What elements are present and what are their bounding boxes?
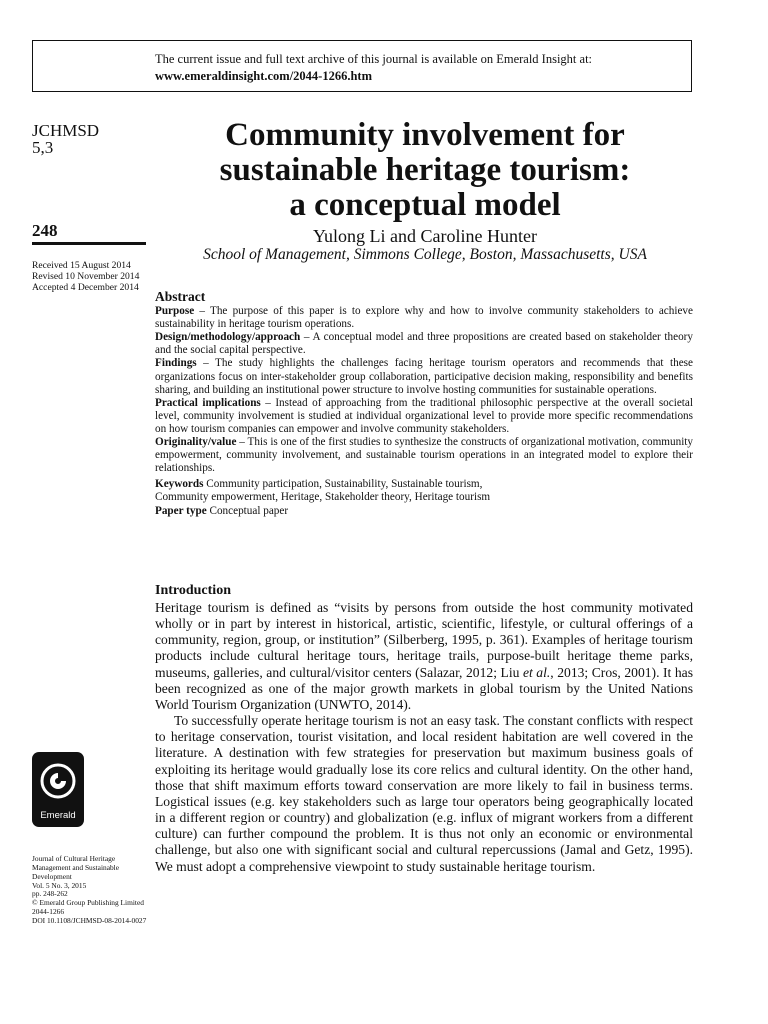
abstract-findings: [155, 357, 693, 396]
journal-volume: Vol. 5 No. 3, 2015: [32, 880, 87, 890]
findings-label: Findings: [155, 357, 197, 370]
emerald-logo: [32, 752, 84, 827]
page-number-rule: [32, 242, 146, 245]
copyright: © Emerald Group Publishing Limited: [32, 898, 144, 908]
journal-url-link[interactable]: www.emeraldinsight.com/2044-1266.htm: [155, 69, 372, 83]
intro-paragraph-1: [155, 600, 693, 713]
article-title: [155, 118, 695, 223]
practical-label: Practical implications: [155, 396, 261, 409]
design-text: – A conceptual model and three propositions are created based on stakeholder theory and the social capital perspective.: [155, 331, 693, 357]
emerald-logo-icon: [38, 760, 78, 802]
introduction-body: [155, 600, 693, 875]
intro-p1-part-a: Heritage tourism is defined as “visits by persons from outside the host community motivated wholly or in part by interest in historical, artistic, scientific, lifestyle, or cultural offerings of a community, region, group, or institution” (Silberberg, 1995, p. 361). Examples of heritage tourism products include cultural heritage tours, heritage trails, purpose-built heritage theme parks, museums, galleries, and cultural/visitor centers (Salazar, 2012; Liu: [155, 600, 693, 680]
submission-dates: [32, 260, 139, 293]
keywords: [155, 478, 693, 504]
design-label: Design/methodology/approach: [155, 331, 301, 344]
access-notice-box: [32, 40, 692, 92]
received-date: Received 15 August 2014: [32, 260, 131, 271]
journal-name-line-3: Development: [32, 871, 72, 881]
authors: Yulong Li and Caroline Hunter: [313, 226, 537, 246]
originality-label: Originality/value: [155, 436, 237, 449]
journal-name-line-2: Management and Sustainable: [32, 862, 120, 872]
introduction-heading: Introduction: [155, 583, 231, 598]
abstract-heading: Abstract: [155, 289, 206, 304]
affiliation: School of Management, Simmons College, Boston, Massachusetts, USA: [203, 246, 647, 263]
journal-abbrev: JCHMSD: [32, 121, 100, 140]
page-number: 248: [32, 221, 58, 240]
intro-p1-etal: et al.: [522, 664, 551, 680]
access-notice-text: The current issue and full text archive of this journal is available on Emerald Insight at:: [155, 52, 593, 66]
intro-paragraph-2: To successfully operate heritage tourism is not an easy task. The constant conflicts with respect to heritage conservation, tourist visitation, and local resident habitation are well covered in the literature. A destination with few strategies for preservation but maximum business goals of exploiting its heritage would gradually lose its core relics and cultural identity. On the other hand, those that shift maximum efforts toward conservation are more likely to fail in business terms. Logistical issues (e.g. key stakeholders such as large tour operators being geographically located in a different region or country) and globalization (e.g. influx of migrant workers from a different culture) can further compound the problem. It is thus not only an economic or environmental challenge, but also one with significant social and cultural repercussions (Jamal and Getz, 1995). We must adopt a comprehensive viewpoint to study sustainable heritage tourism.: [155, 713, 693, 874]
title-line-1: Community involvement for: [225, 117, 625, 153]
journal-pages: pp. 248-262: [32, 889, 68, 899]
keywords-label: Keywords: [155, 478, 204, 491]
paper-type-text: Conceptual paper: [206, 504, 289, 517]
abstract-originality: [155, 436, 693, 475]
paper-type: [155, 505, 693, 518]
practical-text: – Instead of approaching from the traditional philosophic perspective at the overall societal level, community involvement is studied at individual organizational level to provide more specific recommendations on how tourism companies can empower and involve community stakeholders.: [155, 396, 693, 435]
findings-text: – The study highlights the challenges facing heritage tourism operators and recommends that these organizations focus on inter-stakeholder group collaboration, participative decision making, responsibility and benefits sharing, and building an institutional power structure to involve hosting communities for sustainable operations.: [155, 357, 693, 396]
paper-type-label: Paper type: [155, 504, 207, 517]
issn: 2044-1266: [32, 907, 65, 917]
abstract-design: [155, 331, 693, 357]
journal-metadata: [32, 855, 150, 926]
emerald-logo-text: Emerald: [40, 810, 76, 821]
title-line-3: a conceptual model: [289, 187, 561, 223]
revised-date: Revised 10 November 2014: [32, 271, 140, 282]
keywords-line-2: Community empowerment, Heritage, Stakeholder theory, Heritage tourism: [155, 491, 491, 504]
intro-p1-part-b: , 2013; Cros, 2001). It has been recognized as one of the major growth markets in global tourism by the United Nations World Tourism Organization (UNWTO, 2014).: [155, 664, 693, 712]
abstract-purpose: [155, 305, 693, 331]
journal-name-line-1: Journal of Cultural Heritage: [32, 854, 116, 863]
journal-code: [32, 122, 99, 156]
purpose-text: – The purpose of this paper is to explore why and how to involve community stakeholders to achieve sustainability in heritage tourism operations.: [155, 305, 693, 331]
keywords-line-1: Community participation, Sustainability, Sustainable tourism,: [203, 478, 483, 491]
abstract: [155, 290, 693, 518]
accepted-date: Accepted 4 December 2014: [32, 282, 139, 293]
title-line-2: sustainable heritage tourism:: [219, 152, 631, 188]
purpose-label: Purpose: [155, 305, 195, 318]
doi: DOI 10.1108/JCHMSD-08-2014-0027: [32, 915, 147, 925]
volume-issue: 5,3: [32, 138, 54, 157]
originality-text: – This is one of the first studies to synthesize the constructs of organizational motivation, community empowerment, community involvement, and sustainable tourism operations in an integrated model to explore their relationships.: [155, 436, 693, 475]
abstract-practical: [155, 397, 693, 436]
